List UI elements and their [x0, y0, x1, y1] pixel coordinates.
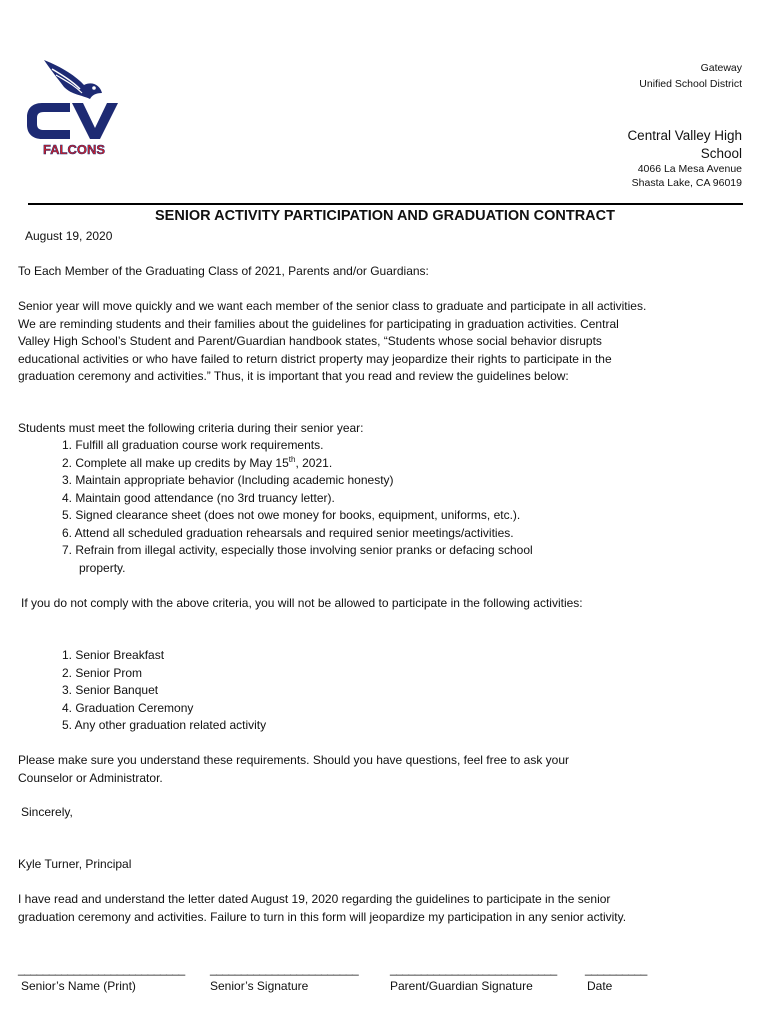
criteria-item-continued: property.	[79, 560, 126, 575]
activity-item: 3. Senior Banquet	[62, 683, 159, 697]
parent-signature-line[interactable]: ___________________________	[390, 962, 557, 976]
criteria-item: 1. Fulfill all graduation course work requirements.	[62, 438, 324, 452]
falcon-logo-icon	[22, 55, 127, 160]
letter-date: August 19, 2020	[25, 229, 113, 243]
senior-signature-label: Senior’s Signature	[210, 979, 309, 993]
school-logo	[22, 55, 127, 160]
date-line[interactable]: __________	[585, 962, 647, 976]
activity-item: 1. Senior Breakfast	[62, 648, 165, 662]
school-name: Central Valley High School	[627, 128, 742, 161]
parent-signature-label: Parent/Guardian Signature	[390, 979, 533, 993]
criteria-item: 7. Refrain from illegal activity, especially those involving senior pranks or defacing school	[62, 543, 533, 557]
criteria-heading: Students must meet the following criteria during their senior year:	[18, 421, 364, 435]
criteria-item: 4. Maintain good attendance (no 3rd truancy letter).	[62, 490, 335, 505]
senior-signature-line[interactable]: ________________________	[210, 962, 359, 976]
criteria-item: 6. Attend all scheduled graduation rehearsals and required senior meetings/activities.	[62, 525, 514, 540]
senior-name-label: Senior’s Name (Print)	[21, 979, 136, 993]
district-name	[639, 60, 742, 92]
date-label: Date	[587, 979, 613, 993]
criteria-item: 2. Complete all make up credits by May 15th, 2021.	[62, 454, 333, 470]
criteria-item: 3. Maintain appropriate behavior (Including academic honesty)	[62, 473, 394, 487]
address-line-1: 4066 La Mesa Avenue	[637, 163, 742, 175]
district-line-1: Gateway	[700, 62, 742, 74]
intro-paragraph: Senior year will move quickly and we want each member of the senior class to graduate and participate in all activities. We are reminding students and their families about the guidelines for participating in graduation activities. Central Valley High School’s Student and Parent/Guardian handbook states, “Students whose social behavior disrupts educational activities or who have failed to return district property may jeopardize their rights to participate in the graduation ceremony and activities.” Thus, it is important that you read and review the guidelines below:	[18, 299, 647, 383]
senior-name-line[interactable]: ___________________________	[18, 962, 185, 976]
document-title: SENIOR ACTIVITY PARTICIPATION AND GRADUATION CONTRACT	[155, 208, 615, 224]
acknowledgement-paragraph: I have read and understand the letter dated August 19, 2020 regarding the guidelines to participate in the senior graduation ceremony and activities. Failure to turn in this form will jeopardize my participation in any senior activity.	[18, 892, 627, 924]
address-line-2: Shasta Lake, CA 96019	[631, 177, 742, 189]
criteria-list	[62, 437, 582, 577]
district-line-2: Unified School District	[639, 78, 742, 90]
activities-list	[62, 647, 266, 735]
activity-item: 5. Any other graduation related activity	[62, 718, 267, 732]
closing: Sincerely,	[21, 805, 73, 819]
greeting: To Each Member of the Graduating Class of 2021, Parents and/or Guardians:	[18, 264, 429, 278]
criteria-item: 5. Signed clearance sheet (does not owe money for books, equipment, uniforms, etc.).	[62, 508, 521, 522]
header-divider	[28, 203, 743, 205]
activity-item: 2. Senior Prom	[62, 665, 143, 680]
activity-item: 4. Graduation Ceremony	[62, 700, 194, 715]
signer-name: Kyle Turner, Principal	[18, 857, 132, 871]
comply-paragraph: If you do not comply with the above criteria, you will not be allowed to participate in the following activities:	[21, 596, 583, 610]
contact-paragraph: Please make sure you understand these requirements. Should you have questions, feel free to ask your Counselor or Administrator.	[18, 753, 569, 785]
school-address	[632, 162, 742, 190]
svg-text:FALCONS: FALCONS	[42, 142, 106, 157]
